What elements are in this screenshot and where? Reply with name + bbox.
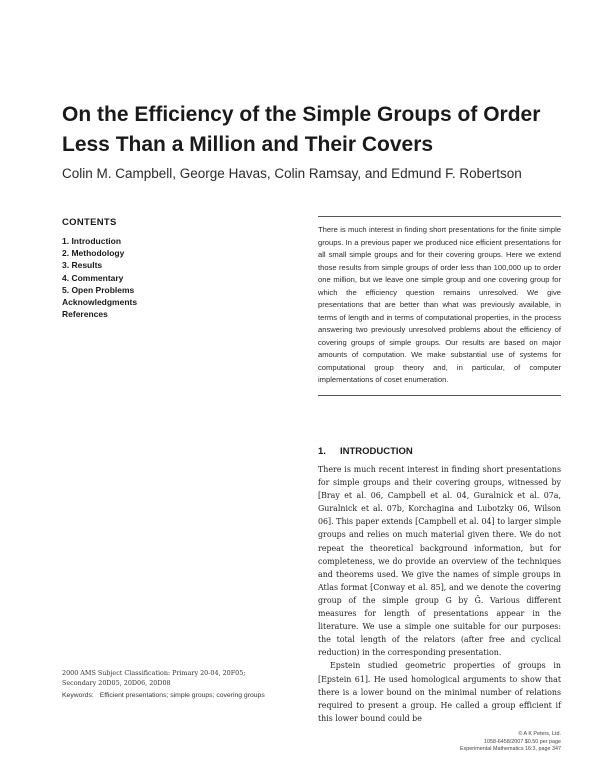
toc-item-methodology: 2. Methodology xyxy=(62,248,125,259)
toc-item-commentary: 4. Commentary xyxy=(62,272,124,283)
body-paragraph: Epstein studied geometric properties of groups in [Epstein 61]. He used homological arguments to show that there is a lower bound on the minimal number of relations required to present a group. He called a group efficient if this lower bound could be xyxy=(318,661,561,723)
section-title: INTRODUCTION xyxy=(339,446,413,457)
keywords xyxy=(62,692,312,699)
paper-authors: Colin M. Campbell, George Havas, Colin Ramsay, and Edmund F. Robertson xyxy=(62,166,522,181)
toc-item-results: 3. Results xyxy=(62,260,103,271)
section-number: 1. xyxy=(318,446,326,457)
publisher-info xyxy=(380,731,561,754)
classification-primary: 2000 AMS Subject Classification: Primary 20-04, 20F05; xyxy=(62,669,246,677)
section-heading-introduction xyxy=(318,446,561,457)
issn-line: 1058-6458/2007 $0.50 per page xyxy=(483,738,561,745)
body-paragraph: There is much recent interest in finding short presentations for simple groups and their covering groups, witnessed by [Bray et al. 06, Campbell et al. 04, Guralnick et al. 07a, Guralnick et al. 07b, Korchagina and Lubotzky 06, Wilson 06]. This paper extends [Campbell et al. 04] to larger simple groups and relies on much material given there. We do not repeat the theoretical background information, but for completeness, we do provide an overview of the techniques and theorems used. We give the names of simple groups in Atlas format [Conway et al. 85], and we denote the covering group of the simple group G by Ĝ. Various different measures for length of presentations appear in the literature. We use a simple one suitable for our purposes: the total length of the relators (after free and cyclical reduction) in the corresponding presentation. xyxy=(318,465,561,658)
toc-item-introduction: 1. Introduction xyxy=(62,236,122,246)
abstract-box xyxy=(318,216,561,396)
table-of-contents xyxy=(62,235,262,320)
keywords-label: Keywords: xyxy=(62,692,94,699)
keywords-text: Efficient presentations; simple groups; covering groups xyxy=(99,692,265,699)
contents-heading: CONTENTS xyxy=(62,217,117,228)
toc-item-acknowledgments: Acknowledgments xyxy=(62,297,138,308)
introduction-body xyxy=(318,463,561,725)
toc-item-open-problems: 5. Open Problems xyxy=(62,284,135,295)
abstract-text: There is much interest in finding short presentations for the finite simple groups. In a previous paper we produced nice efficient presentations for all small simple groups and for their covering groups. Here we extend those results from simple groups of order less than 100,000 up to order one million, but we leave one simple group and one covering group for which the efficiency question remains unresolved. We give presentations that are better than what was previously available, in terms of length and in terms of computational properties, in the process answering two previously unresolved problems about the efficiency of covering groups of simple groups. Our results are based on major amounts of computation. We make substantial use of systems for computational group theory and, in particular, of computer implementations of coset enumeration. xyxy=(318,225,561,384)
classification-secondary: Secondary 20D05, 20D06, 20D08 xyxy=(62,679,171,687)
copyright-line: © A K Peters, Ltd. xyxy=(518,731,561,737)
journal-line: Experimental Mathematics 16:3, page 347 xyxy=(460,746,561,753)
subject-classification xyxy=(62,668,312,688)
paper-title: On the Efficiency of the Simple Groups of Order Less Than a Million and Their Covers xyxy=(62,103,541,156)
toc-item-references: References xyxy=(62,309,108,320)
contents-block xyxy=(62,217,262,320)
